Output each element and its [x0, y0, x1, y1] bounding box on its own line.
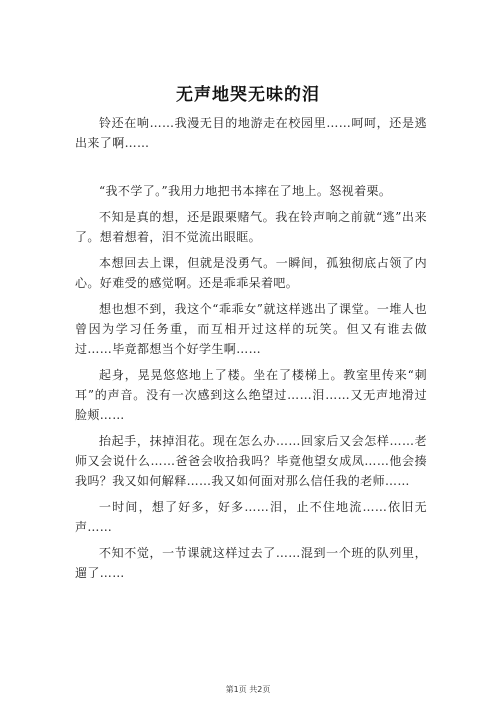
paragraph: 不知不觉，一节课就这样过去了……混到一个班的队列里，遛了……	[75, 546, 427, 580]
page-number: 第1页 共2页	[225, 685, 271, 694]
paragraph: “我不学了。”我用力地把书本摔在了地上。怒视着栗。	[99, 184, 392, 198]
page-title: 无声地哭无味的泪	[176, 85, 320, 105]
paragraph: 一时间，想了好多，好多……泪，止不住地流……依旧无声……	[75, 500, 427, 534]
paragraph: 抬起手，抹掉泪花。现在怎么办……回家后又会怎样……老师又会说什么……爸爸会收拾我吗？毕竟他望女成凤……他会揍我吗？我又如何解释……我又如何面对那么信任我的老师……	[75, 434, 427, 488]
paragraph: 想也想不到，我这个“乖乖女”就这样逃出了课堂。一堆人也曾因为学习任务重，而互相开过这样的玩笑。但又有谁去做过……毕竟都想当个好学生啊……	[75, 302, 427, 356]
paragraph: 本想回去上课，但就是没勇气。一瞬间，孤独彻底占领了内心。好难受的感觉啊。还是乖乖呆着吧。	[75, 256, 427, 290]
paragraph: 起身，晃晃悠悠地上了楼。坐在了楼梯上。教室里传来“刺耳”的声音。没有一次感到这么绝望过……泪……又无声地滑过脸颊……	[75, 368, 427, 422]
article-body	[75, 113, 427, 589]
paragraph: 不知是真的想，还是跟栗赌气。我在铃声响之前就“逃”出来了。想着想着，泪不觉流出眼眶。	[75, 210, 427, 244]
paragraph-spacer	[75, 159, 427, 181]
paragraph: 铃还在响……我漫无目的地游走在校园里……呵呵，还是逃出来了啊……	[75, 116, 427, 150]
